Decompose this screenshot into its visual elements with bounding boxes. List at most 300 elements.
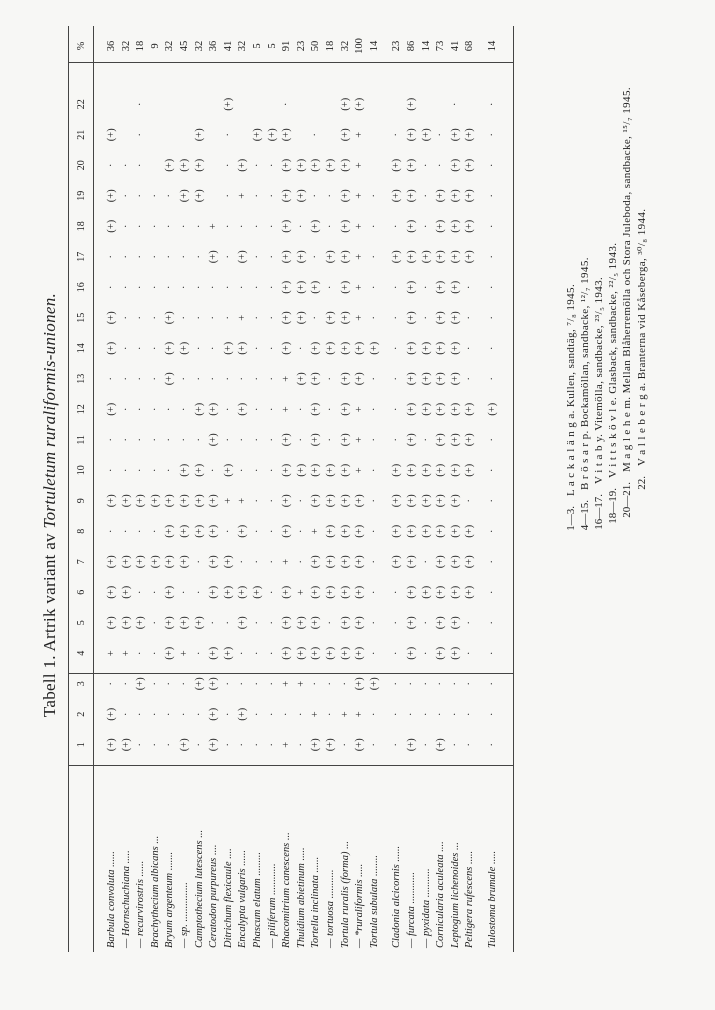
- cover-mark: ·: [266, 224, 278, 228]
- cover-mark: ·: [237, 651, 249, 655]
- frequency-percent: 41: [449, 40, 461, 52]
- column-header: 6: [76, 589, 87, 595]
- cover-mark: (+): [193, 494, 205, 508]
- species-name: — pyxidata ...........: [420, 868, 432, 948]
- column-separator: [68, 765, 513, 766]
- cover-mark: ·: [120, 468, 132, 472]
- cover-mark: (+): [325, 646, 336, 660]
- cover-mark: (+): [449, 250, 461, 264]
- cover-mark: (+): [449, 433, 461, 447]
- cover-mark: (+): [237, 524, 249, 538]
- cover-mark: (+): [354, 585, 366, 599]
- cover-mark: ·: [135, 743, 147, 747]
- cover-mark: (+): [164, 616, 176, 630]
- species-name: Tortula ruralis (forma) ...: [339, 841, 351, 948]
- cover-mark: ·: [222, 194, 234, 198]
- cover-mark: (+): [310, 585, 322, 599]
- cover-mark: ·: [193, 346, 205, 350]
- frequency-percent: 14: [420, 40, 432, 52]
- cover-mark: ·: [420, 743, 432, 747]
- cover-mark: (+): [164, 158, 176, 172]
- cover-mark: ·: [266, 194, 278, 198]
- cover-mark: ·: [135, 163, 147, 167]
- cover-mark: (+): [464, 524, 476, 538]
- column-header: 1: [76, 742, 87, 748]
- cover-mark: (+): [222, 97, 234, 111]
- cover-mark: ·: [222, 316, 234, 320]
- cover-mark: (+): [295, 280, 307, 294]
- frequency-percent: 41: [222, 40, 234, 52]
- cover-mark: ·: [252, 712, 263, 716]
- cover-mark: (+): [435, 738, 447, 752]
- cover-mark: (+): [237, 585, 249, 599]
- species-name: Rhacomitrium canescens ...: [281, 832, 293, 948]
- cover-mark: (+): [449, 280, 461, 294]
- cover-mark: +: [208, 223, 220, 230]
- cover-mark: (+): [339, 646, 351, 660]
- cover-mark: (+): [406, 250, 417, 264]
- cover-mark: (+): [449, 128, 461, 142]
- column-header: 13: [76, 373, 87, 384]
- cover-mark: (+): [435, 189, 447, 203]
- cover-mark: ·: [368, 316, 380, 320]
- cover-mark: ·: [120, 712, 132, 716]
- cover-mark: (+): [193, 463, 205, 477]
- locality-description: V i t t s k ö v l e. Glasback, sandbacke, ²²/₅ 1943.: [607, 242, 619, 478]
- cover-mark: ·: [252, 316, 263, 320]
- cover-mark: (+): [295, 463, 307, 477]
- cover-mark: ·: [179, 377, 190, 381]
- cover-mark: (+): [281, 433, 293, 447]
- cover-mark: (+): [464, 158, 476, 172]
- cover-mark: ·: [120, 163, 132, 167]
- cover-mark: (+): [354, 677, 366, 691]
- cover-mark: ·: [135, 285, 147, 289]
- cover-mark: ·: [266, 255, 278, 259]
- cover-mark: (+): [135, 616, 147, 630]
- cover-mark: ·: [391, 621, 403, 625]
- cover-mark: ·: [449, 102, 461, 106]
- cover-mark: ·: [487, 316, 498, 320]
- top-rule: [68, 26, 69, 952]
- cover-mark: (+): [449, 402, 461, 416]
- cover-mark: (+): [222, 585, 234, 599]
- species-name: Leptogium lichenoides ...: [449, 842, 461, 948]
- species-name: — tortuosa ...........: [325, 869, 336, 948]
- cover-mark: (+): [310, 372, 322, 386]
- cover-mark: (+): [281, 219, 293, 233]
- cover-mark: (+): [295, 250, 307, 264]
- column-header: 3: [76, 681, 87, 687]
- cover-mark: (+): [420, 494, 432, 508]
- species-name: Camptothecium lutescens ...: [193, 829, 205, 948]
- cover-mark: ·: [106, 163, 117, 167]
- cover-mark: (+): [406, 97, 417, 111]
- cover-mark: ·: [120, 438, 132, 442]
- cover-mark: ·: [420, 163, 432, 167]
- cover-mark: (+): [406, 646, 417, 660]
- cover-mark: ·: [295, 224, 307, 228]
- cover-mark: ·: [420, 285, 432, 289]
- cover-mark: (+): [420, 372, 432, 386]
- cover-mark: +: [281, 558, 293, 565]
- frequency-percent: 100: [354, 38, 366, 54]
- cover-mark: ·: [325, 377, 336, 381]
- cover-mark: ·: [310, 133, 322, 137]
- cover-mark: ·: [487, 377, 498, 381]
- cover-mark: ·: [208, 621, 220, 625]
- cover-mark: ·: [368, 407, 380, 411]
- frequency-percent: 18: [325, 40, 336, 52]
- column-header: 18: [76, 221, 87, 232]
- cover-mark: ·: [149, 194, 161, 198]
- cover-mark: ·: [135, 346, 147, 350]
- cover-mark: +: [354, 131, 366, 138]
- cover-mark: ·: [222, 224, 234, 228]
- cover-mark: (+): [449, 311, 461, 325]
- column-header: 9: [76, 498, 87, 504]
- frequency-percent: 14: [368, 40, 380, 52]
- cover-mark: (+): [339, 524, 351, 538]
- cover-mark: ·: [179, 255, 190, 259]
- cover-mark: (+): [281, 280, 293, 294]
- cover-mark: ·: [149, 407, 161, 411]
- column-header: 12: [76, 404, 87, 415]
- locality-entry: [607, 243, 619, 552]
- cover-mark: +: [222, 497, 234, 504]
- cover-mark: (+): [237, 341, 249, 355]
- cover-mark: ·: [391, 224, 403, 228]
- cover-mark: +: [354, 314, 366, 321]
- cover-mark: (+): [339, 372, 351, 386]
- locality-number: 20—21.: [621, 482, 633, 518]
- cover-mark: (+): [252, 585, 263, 599]
- cover-mark: ·: [179, 712, 190, 716]
- cover-mark: (+): [464, 433, 476, 447]
- frequency-percent: 14: [487, 40, 498, 52]
- cover-mark: ·: [193, 285, 205, 289]
- cover-mark: ·: [252, 682, 263, 686]
- species-name: Encalypta vulgaris ......: [237, 850, 249, 948]
- cover-mark: ·: [310, 316, 322, 320]
- cover-mark: (+): [435, 341, 447, 355]
- cover-mark: (+): [193, 128, 205, 142]
- cover-mark: ·: [149, 651, 161, 655]
- cover-mark: (+): [208, 646, 220, 660]
- cover-mark: (+): [339, 219, 351, 233]
- species-name: Phascum elatum .........: [252, 852, 263, 948]
- cover-mark: ·: [106, 377, 117, 381]
- cover-mark: (+): [449, 463, 461, 477]
- column-header: 10: [76, 465, 87, 476]
- cover-mark: ·: [135, 133, 147, 137]
- column-header: 19: [76, 190, 87, 201]
- cover-mark: (+): [435, 433, 447, 447]
- cover-mark: ·: [164, 194, 176, 198]
- frequency-percent: 32: [339, 40, 351, 52]
- cover-mark: ·: [487, 346, 498, 350]
- cover-mark: (+): [435, 646, 447, 660]
- species-name: Barbula convoluta ......: [106, 851, 117, 948]
- cover-mark: (+): [310, 402, 322, 416]
- cover-mark: (+): [164, 311, 176, 325]
- cover-mark: +: [354, 192, 366, 199]
- cover-mark: ·: [120, 316, 132, 320]
- cover-mark: ·: [391, 133, 403, 137]
- cover-mark: ·: [149, 377, 161, 381]
- cover-mark: ·: [149, 590, 161, 594]
- cover-mark: (+): [354, 341, 366, 355]
- cover-mark: (+): [420, 250, 432, 264]
- cover-mark: (+): [325, 738, 336, 752]
- cover-mark: ·: [420, 712, 432, 716]
- cover-mark: ·: [368, 438, 380, 442]
- cover-mark: +: [354, 284, 366, 291]
- species-name: Brachythecium albicans ...: [149, 835, 161, 948]
- cover-mark: (+): [193, 158, 205, 172]
- cover-mark: ·: [339, 743, 351, 747]
- cover-mark: ·: [252, 255, 263, 259]
- cover-mark: ·: [368, 651, 380, 655]
- cover-mark: (+): [354, 738, 366, 752]
- cover-mark: ·: [368, 590, 380, 594]
- cover-mark: ·: [266, 438, 278, 442]
- cover-mark: (+): [106, 616, 117, 630]
- cover-mark: ·: [222, 438, 234, 442]
- column-header: 17: [76, 251, 87, 262]
- cover-mark: ·: [420, 651, 432, 655]
- cover-mark: ·: [266, 560, 278, 564]
- cover-mark: ·: [179, 590, 190, 594]
- cover-mark: (+): [281, 311, 293, 325]
- cover-mark: ·: [295, 346, 307, 350]
- cover-mark: ·: [149, 285, 161, 289]
- cover-mark: (+): [295, 616, 307, 630]
- frequency-percent: 18: [135, 40, 147, 52]
- cover-mark: ·: [149, 621, 161, 625]
- cover-mark: (+): [281, 341, 293, 355]
- cover-mark: ·: [193, 590, 205, 594]
- species-name: — sp. ...............: [179, 882, 190, 948]
- cover-mark: ·: [164, 285, 176, 289]
- cover-mark: ·: [252, 407, 263, 411]
- cover-mark: (+): [310, 738, 322, 752]
- frequency-percent: 91: [281, 40, 293, 52]
- cover-mark: (+): [406, 463, 417, 477]
- cover-mark: (+): [310, 433, 322, 447]
- cover-mark: (+): [120, 555, 132, 569]
- cover-mark: ·: [164, 224, 176, 228]
- cover-mark: (+): [406, 280, 417, 294]
- cover-mark: +: [106, 650, 117, 657]
- cover-mark: (+): [325, 341, 336, 355]
- cover-mark: ·: [391, 377, 403, 381]
- frequency-percent: 5: [266, 43, 278, 49]
- cover-mark: (+): [420, 585, 432, 599]
- cover-mark: (+): [193, 524, 205, 538]
- cover-mark: (+): [449, 372, 461, 386]
- frequency-percent: 73: [435, 40, 447, 52]
- cover-mark: ·: [149, 224, 161, 228]
- frequency-percent: 86: [406, 40, 417, 52]
- frequency-percent: 5: [252, 43, 263, 49]
- cover-mark: ·: [266, 743, 278, 747]
- cover-mark: ·: [252, 621, 263, 625]
- cover-mark: +: [339, 711, 351, 718]
- locality-description: M a g l e h e m. Mellan Blåherremölla och Stora Juleboda, sandbacke, ¹⁵/₇ 1945.: [621, 86, 633, 472]
- cover-mark: (+): [237, 250, 249, 264]
- cover-mark: ·: [193, 224, 205, 228]
- cover-mark: ·: [120, 285, 132, 289]
- cover-mark: ·: [266, 529, 278, 533]
- cover-mark: (+): [106, 402, 117, 416]
- cover-mark: ·: [449, 682, 461, 686]
- species-name: Thuidium abietinum .....: [295, 847, 307, 948]
- cover-mark: (+): [406, 616, 417, 630]
- cover-mark: ·: [222, 529, 234, 533]
- cover-mark: ·: [193, 743, 205, 747]
- cover-mark: (+): [435, 463, 447, 477]
- cover-mark: ·: [266, 590, 278, 594]
- cover-mark: (+): [179, 189, 190, 203]
- cover-mark: ·: [237, 438, 249, 442]
- cover-mark: (+): [179, 341, 190, 355]
- cover-mark: (+): [339, 555, 351, 569]
- cover-mark: (+): [449, 646, 461, 660]
- cover-mark: (+): [310, 280, 322, 294]
- cover-mark: ·: [179, 224, 190, 228]
- cover-mark: (+): [420, 402, 432, 416]
- species-name: Tortula subulata ........: [368, 855, 380, 948]
- cover-mark: (+): [339, 97, 351, 111]
- cover-mark: ·: [420, 224, 432, 228]
- cover-mark: (+): [120, 738, 132, 752]
- cover-mark: ·: [149, 682, 161, 686]
- frequency-percent: 32: [120, 40, 132, 52]
- cover-mark: (+): [449, 158, 461, 172]
- column-header: 7: [76, 559, 87, 565]
- cover-mark: ·: [310, 255, 322, 259]
- cover-mark: ·: [164, 712, 176, 716]
- cover-mark: (+): [208, 707, 220, 721]
- cover-mark: ·: [193, 255, 205, 259]
- cover-mark: ·: [149, 438, 161, 442]
- cover-mark: ·: [120, 194, 132, 198]
- frequency-percent: 32: [193, 40, 205, 52]
- cover-mark: (+): [406, 433, 417, 447]
- cover-mark: (+): [406, 585, 417, 599]
- cover-mark: ·: [325, 682, 336, 686]
- cover-mark: ·: [487, 468, 498, 472]
- column-header: 20: [76, 160, 87, 171]
- cover-mark: (+): [449, 341, 461, 355]
- cover-mark: +: [354, 436, 366, 443]
- cover-mark: ·: [252, 529, 263, 533]
- species-name: — recurvirostris ......: [135, 860, 147, 948]
- frequency-percent: 9: [149, 43, 161, 49]
- cover-mark: (+): [106, 128, 117, 142]
- cover-mark: ·: [435, 133, 447, 137]
- cover-mark: (+): [435, 616, 447, 630]
- cover-mark: +: [354, 162, 366, 169]
- cover-mark: (+): [354, 97, 366, 111]
- cover-mark: ·: [435, 712, 447, 716]
- cover-mark: ·: [149, 346, 161, 350]
- cover-mark: (+): [193, 677, 205, 691]
- cover-mark: ·: [295, 438, 307, 442]
- locality-entry: [565, 284, 577, 570]
- cover-mark: ·: [135, 407, 147, 411]
- cover-mark: ·: [222, 712, 234, 716]
- cover-mark: (+): [406, 341, 417, 355]
- cover-mark: (+): [281, 158, 293, 172]
- cover-mark: ·: [464, 316, 476, 320]
- cover-mark: (+): [435, 585, 447, 599]
- species-name: Bryum argenteum .......: [164, 851, 176, 948]
- cover-mark: ·: [106, 255, 117, 259]
- cover-mark: ·: [193, 316, 205, 320]
- cover-mark: (+): [164, 524, 176, 538]
- cover-mark: ·: [135, 468, 147, 472]
- cover-mark: (+): [222, 463, 234, 477]
- cover-mark: (+): [208, 250, 220, 264]
- cover-mark: ·: [106, 529, 117, 533]
- cover-mark: ·: [106, 285, 117, 289]
- cover-mark: (+): [237, 158, 249, 172]
- cover-mark: (+): [237, 616, 249, 630]
- cover-mark: (+): [281, 494, 293, 508]
- cover-mark: ·: [325, 194, 336, 198]
- species-name: Tulostoma brumale .....: [487, 850, 498, 948]
- cover-mark: (+): [435, 494, 447, 508]
- cover-mark: ·: [391, 590, 403, 594]
- frequency-percent: 23: [391, 40, 403, 52]
- cover-mark: +: [354, 406, 366, 413]
- cover-mark: (+): [193, 189, 205, 203]
- cover-mark: ·: [295, 407, 307, 411]
- cover-mark: ·: [368, 468, 380, 472]
- cover-mark: (+): [208, 677, 220, 691]
- cover-mark: (+): [339, 311, 351, 325]
- cover-mark: (+): [106, 738, 117, 752]
- cover-mark: ·: [135, 651, 147, 655]
- cover-mark: ·: [120, 255, 132, 259]
- cover-mark: ·: [368, 499, 380, 503]
- cover-mark: ·: [135, 438, 147, 442]
- cover-mark: (+): [406, 128, 417, 142]
- cover-mark: ·: [487, 621, 498, 625]
- species-name: Ditrichum flexicaule ....: [222, 848, 234, 948]
- locality-entry: [635, 209, 648, 540]
- cover-mark: ·: [391, 651, 403, 655]
- cover-mark: (+): [420, 524, 432, 538]
- cover-mark: ·: [252, 163, 263, 167]
- cover-mark: (+): [208, 585, 220, 599]
- cover-mark: ·: [208, 346, 220, 350]
- cover-mark: (+): [464, 219, 476, 233]
- cover-mark: +: [295, 589, 307, 596]
- cover-mark: ·: [464, 651, 476, 655]
- cover-mark: +: [237, 314, 249, 321]
- cover-mark: ·: [222, 682, 234, 686]
- cover-mark: (+): [164, 585, 176, 599]
- locality-number: 18—19.: [607, 488, 619, 524]
- cover-mark: ·: [120, 224, 132, 228]
- cover-mark: ·: [237, 377, 249, 381]
- locality-entry: [621, 87, 633, 546]
- cover-mark: ·: [368, 712, 380, 716]
- species-name: — furcata ............: [406, 871, 417, 948]
